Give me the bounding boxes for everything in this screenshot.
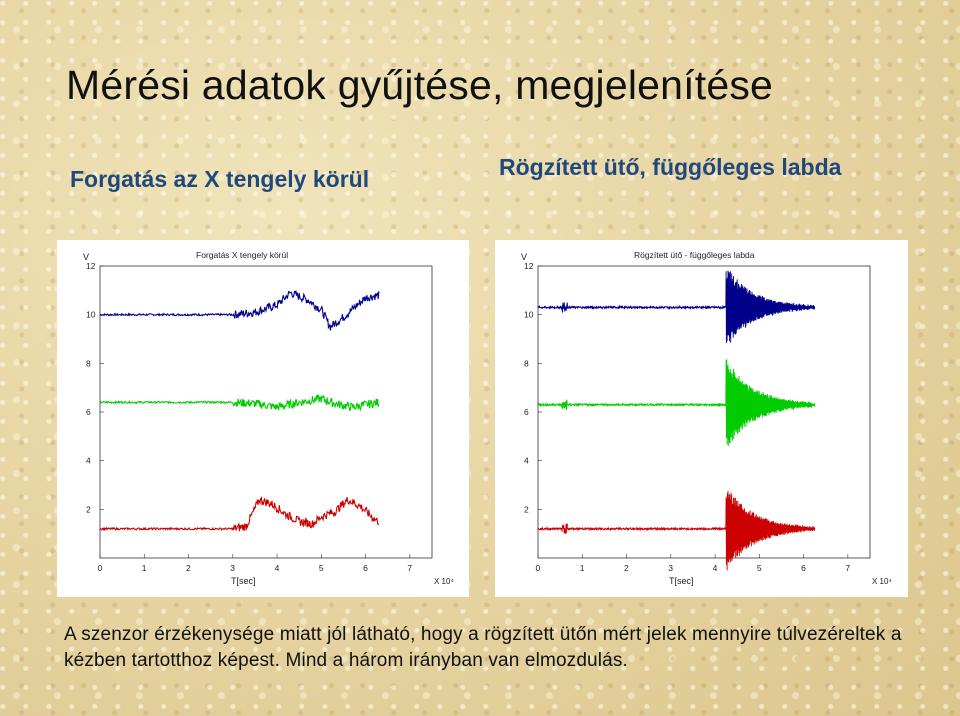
x-tick-label: 5 bbox=[318, 563, 324, 573]
subtitle-fixed-racket: Rögzített ütő, függőleges labda bbox=[499, 154, 842, 180]
slide-caption: A szenzor érzékenysége miatt jól látható, hogy a rögzített ütőn mért jelek mennyire túlvezéreltek a kézben tartotthoz képest. Mind a három irányban van elmozdulás. bbox=[64, 624, 902, 671]
chart-rotation-x-svg bbox=[57, 240, 469, 597]
x-tick-label: 6 bbox=[363, 563, 368, 573]
x-tick-label: 2 bbox=[186, 563, 191, 573]
chart-title: Forgatás X tengely körül bbox=[196, 250, 289, 260]
x-tick-label: 4 bbox=[274, 563, 280, 573]
subtitle-rotation: Forgatás az X tengely körül bbox=[70, 166, 370, 192]
plot-frame bbox=[538, 266, 870, 558]
x-axis-label: T[sec] bbox=[669, 576, 694, 586]
slide-title: Mérési adatok gyűjtése, megjelenítése bbox=[66, 62, 774, 108]
x-tick-label: 6 bbox=[801, 563, 806, 573]
series-line-0 bbox=[538, 271, 815, 343]
y-tick-label: 12 bbox=[524, 261, 534, 271]
y-tick-label: 6 bbox=[524, 407, 529, 417]
chart-fixed-racket-svg bbox=[495, 240, 908, 597]
x-axis-label: T[sec] bbox=[231, 576, 256, 586]
y-tick-label: 12 bbox=[86, 261, 96, 271]
y-tick-label: 8 bbox=[86, 358, 91, 369]
y-tick-label: 2 bbox=[86, 504, 91, 515]
y-axis-label: V bbox=[521, 252, 528, 262]
series-line-2 bbox=[100, 497, 379, 531]
x-tick-label: 3 bbox=[668, 563, 674, 573]
x-tick-label: 5 bbox=[756, 563, 762, 573]
y-tick-label: 6 bbox=[86, 407, 91, 417]
chart-fixed-racket bbox=[495, 240, 908, 597]
x-tick-label: 0 bbox=[97, 563, 103, 573]
chart-rotation-x bbox=[57, 240, 469, 597]
series-line-0 bbox=[100, 291, 379, 331]
y-tick-label: 8 bbox=[524, 358, 529, 369]
series-line-1 bbox=[538, 359, 815, 445]
y-tick-label: 10 bbox=[524, 309, 534, 320]
x-tick-label: 7 bbox=[407, 563, 413, 573]
x-tick-label: 2 bbox=[624, 563, 629, 573]
x-multiplier-label: X 10⁴ bbox=[434, 577, 454, 586]
y-tick-label: 4 bbox=[86, 455, 91, 466]
y-tick-label: 4 bbox=[524, 455, 529, 466]
y-axis-label: V bbox=[83, 252, 90, 262]
chart-title: Rögzített ütő - függőleges labda bbox=[634, 250, 755, 260]
y-tick-label: 10 bbox=[86, 309, 96, 320]
x-tick-label: 3 bbox=[230, 563, 236, 573]
x-tick-label: 0 bbox=[535, 563, 541, 573]
series-line-1 bbox=[100, 395, 379, 410]
x-multiplier-label: X 10⁴ bbox=[872, 577, 892, 586]
y-tick-label: 2 bbox=[524, 504, 529, 515]
series-line-2 bbox=[535, 491, 815, 573]
x-tick-label: 1 bbox=[579, 563, 585, 573]
x-tick-label: 1 bbox=[141, 563, 147, 573]
x-tick-label: 4 bbox=[712, 563, 718, 573]
x-tick-label: 7 bbox=[845, 563, 851, 573]
